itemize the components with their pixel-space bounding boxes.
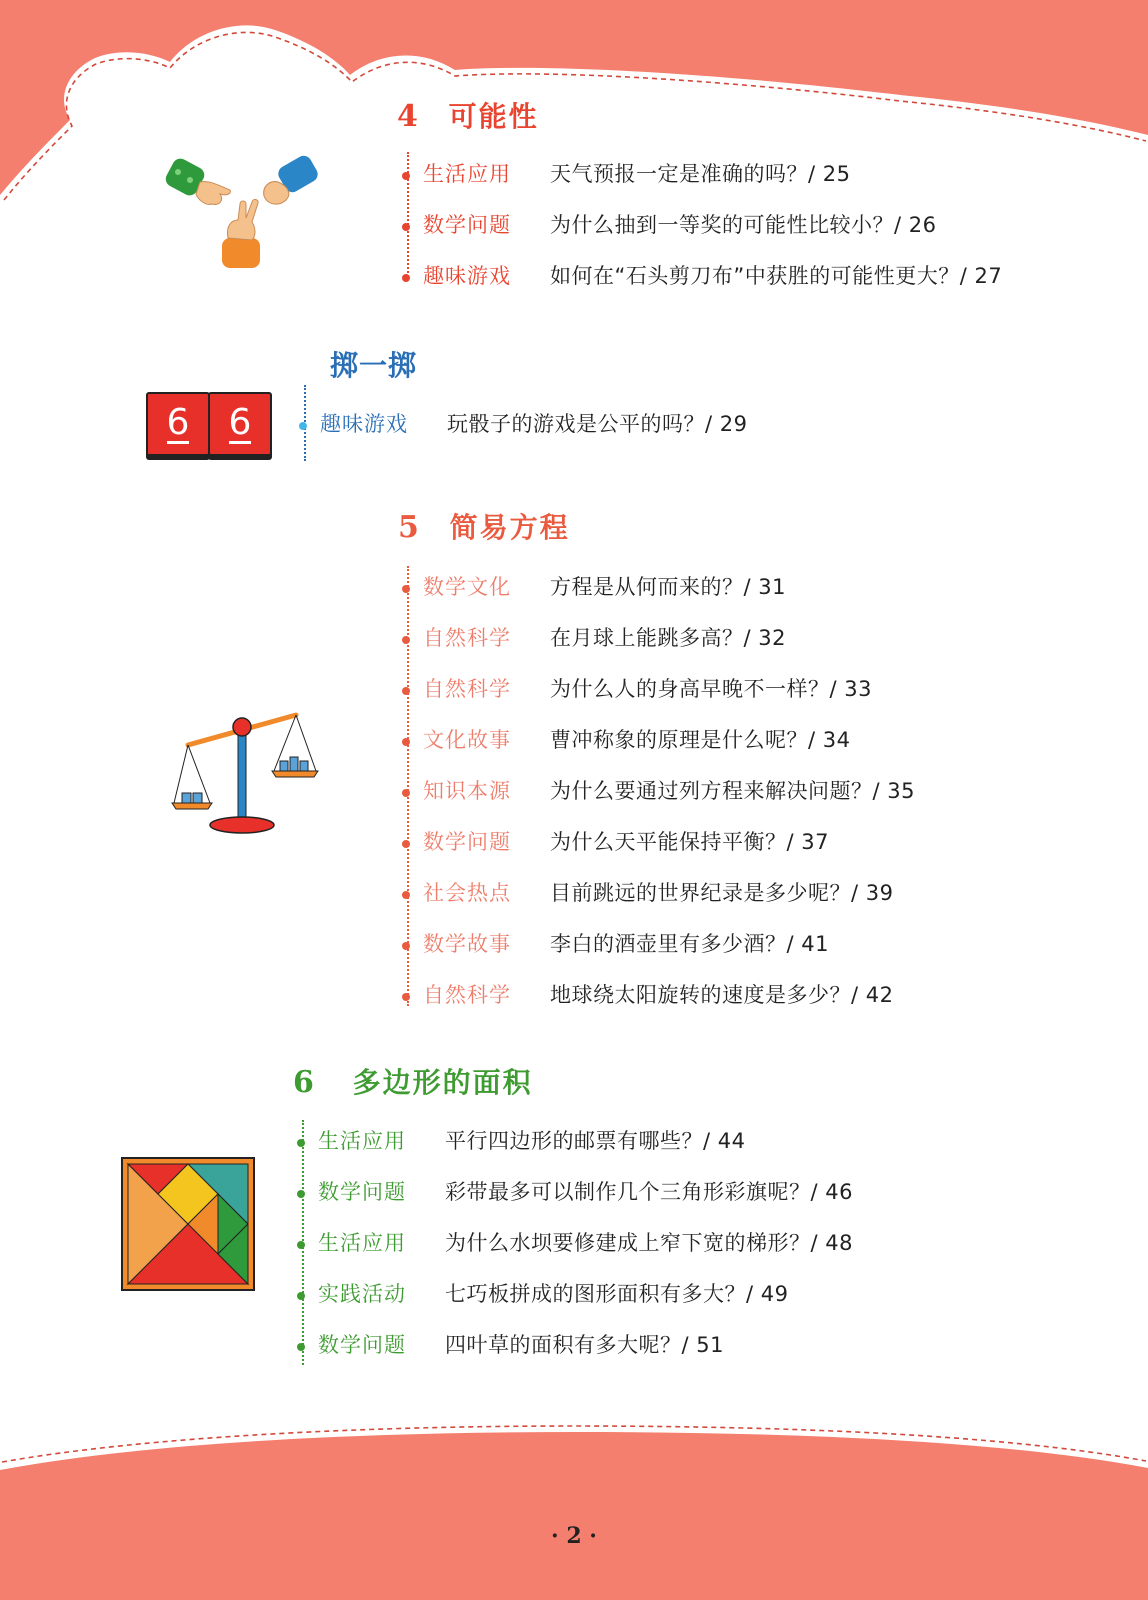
entry-category: 趣味游戏 [320,412,408,436]
bullet-dot-icon [402,738,410,746]
bullet-dot-icon [402,942,410,950]
section-name: 掷一掷 [330,349,418,382]
section-5-title [398,506,570,546]
section-number: 5 [398,510,419,545]
entry-category: 自然科学 [423,677,511,701]
bullet-dot-icon [402,993,410,1001]
section-6-title [293,1061,533,1101]
bullet-dot-icon [402,891,410,899]
bullet-dot-icon [402,840,410,848]
rock-paper-scissors-hands-icon [160,150,340,275]
dice-icon [146,392,272,458]
section-5-dotted-line [407,566,409,1006]
entry-category: 实践活动 [318,1282,406,1306]
bullet-dot-icon [402,789,410,797]
entry-question: 李白的酒壶里有多少酒？/ 41 [550,932,829,956]
bullet-dot-icon [402,687,410,695]
entry-question: 为什么抽到一等奖的可能性比较小？/ 26 [550,213,937,237]
entry-category: 生活应用 [318,1129,406,1153]
entry-category: 数学文化 [423,575,511,599]
entry-category: 自然科学 [423,983,511,1007]
section-name: 多边形的面积 [352,1066,533,1099]
bullet-dot-icon [297,1190,305,1198]
entry-question: 彩带最多可以制作几个三角形彩旗呢？/ 46 [445,1180,853,1204]
entry-category: 生活应用 [423,162,511,186]
bullet-dot-icon [297,1139,305,1147]
entry-question: 为什么水坝要修建成上窄下宽的梯形？/ 48 [445,1231,853,1255]
entry-category: 社会热点 [423,881,511,905]
entry-category: 数学问题 [423,830,511,854]
bullet-dot-icon [297,1343,305,1351]
entry-category: 知识本源 [423,779,511,803]
entry-question: 天气预报一定是准确的吗？/ 25 [550,162,851,186]
entry-category: 数学问题 [318,1333,406,1357]
section-name: 简易方程 [449,511,570,544]
entry-question: 玩骰子的游戏是公平的吗？/ 29 [447,412,748,436]
balance-scale-icon [170,705,320,835]
section-number: 4 [397,99,418,134]
bullet-dot-icon [402,636,410,644]
bullet-dot-icon [402,172,410,180]
die [146,392,210,456]
tangram-icon [120,1156,256,1292]
section-number: 6 [293,1065,314,1100]
entry-question: 四叶草的面积有多大呢？/ 51 [445,1333,724,1357]
bullet-dot-icon [297,1241,305,1249]
die-face: 6 [228,402,252,443]
entry-question: 在月球上能跳多高？/ 32 [550,626,786,650]
entry-question: 平行四边形的邮票有哪些？/ 44 [445,1129,746,1153]
bullet-dot-icon [299,422,307,430]
entry-question: 七巧板拼成的图形面积有多大？/ 49 [445,1282,789,1306]
entry-question: 为什么天平能保持平衡？/ 37 [550,830,829,854]
entry-question: 为什么要通过列方程来解决问题？/ 35 [550,779,915,803]
entry-question: 为什么人的身高早晚不一样？/ 33 [550,677,872,701]
bullet-dot-icon [402,223,410,231]
entry-category: 数学问题 [318,1180,406,1204]
section-roll-title [330,344,417,384]
entry-category: 数学故事 [423,932,511,956]
entry-category: 数学问题 [423,213,511,237]
bullet-dot-icon [402,585,410,593]
entry-category: 文化故事 [423,728,511,752]
page-number: · 2 · [551,1523,597,1549]
entry-question: 曹冲称象的原理是什么呢？/ 34 [550,728,851,752]
section-name: 可能性 [448,100,539,133]
die-face: 6 [166,402,190,443]
entry-question: 方程是从何而来的？/ 31 [550,575,786,599]
entry-category: 生活应用 [318,1231,406,1255]
entry-category: 趣味游戏 [423,264,511,288]
bullet-dot-icon [402,274,410,282]
die [208,392,272,456]
entry-question: 地球绕太阳旋转的速度是多少？/ 42 [550,983,894,1007]
entry-question: 目前跳远的世界纪录是多少呢？/ 39 [550,881,894,905]
section-4-dotted-line [407,152,409,280]
entry-question: 如何在“石头剪刀布”中获胜的可能性更大？/ 27 [550,264,1003,288]
bullet-dot-icon [297,1292,305,1300]
section-4-title [397,95,539,135]
entry-category: 自然科学 [423,626,511,650]
